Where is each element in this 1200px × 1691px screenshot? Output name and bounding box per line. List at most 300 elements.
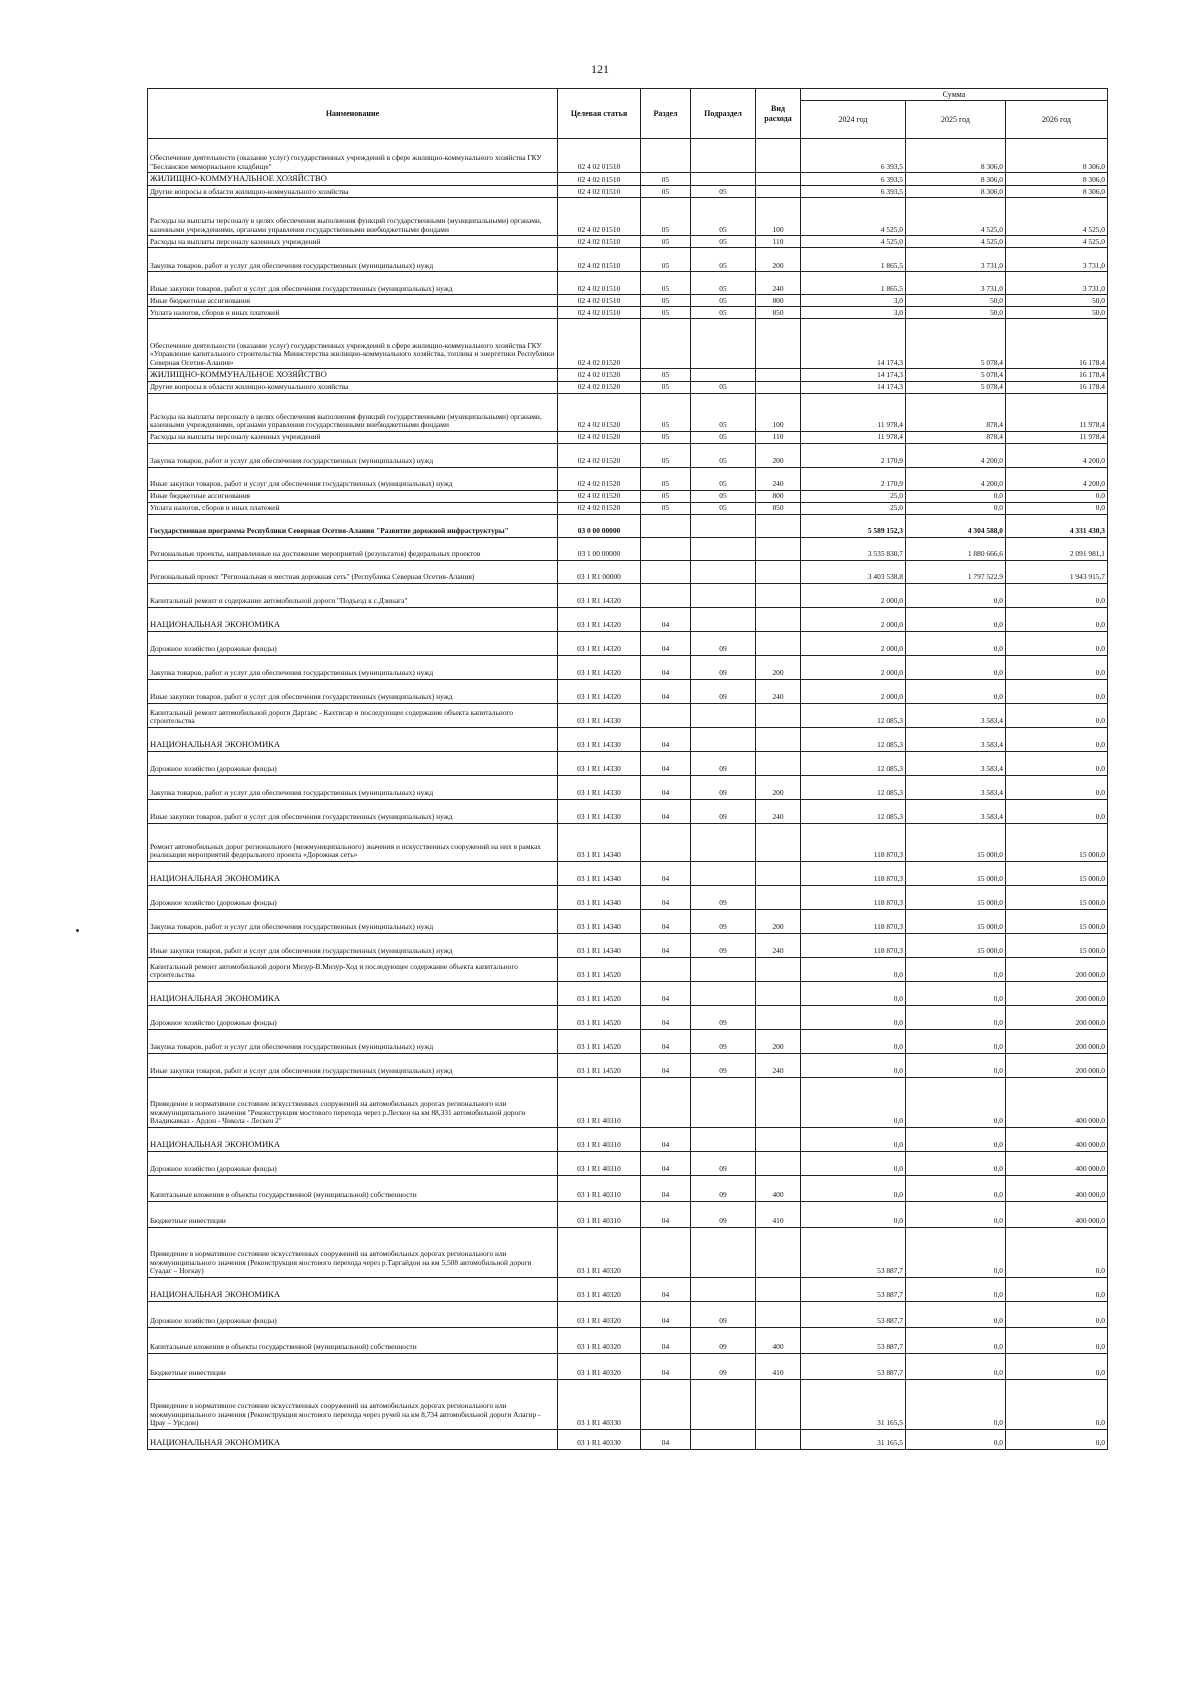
cell-2025: 0,0 [906, 1029, 1006, 1053]
cell-2025: 878,4 [906, 393, 1006, 431]
cell-code: 03 1 00 00000 [558, 537, 641, 560]
cell-subsection: 05 [691, 198, 756, 236]
cell-subsection: 09 [691, 1201, 756, 1227]
cell-expense-type: 200 [756, 909, 801, 933]
cell-2026: 0,0 [1006, 490, 1108, 502]
cell-section: 05 [641, 307, 691, 319]
cell-2026: 0,0 [1006, 583, 1108, 607]
cell-section: 04 [641, 1175, 691, 1201]
cell-name: Приведение в нормативное состояние искусственных сооружений на автомобильных дорогах регионального или межмуниципального значения (Реконструкция мостового перехода через р.Таргайдон на км 5,508 автомобильной дороги Суадаг – Ногкау) [148, 1227, 558, 1277]
table-row [148, 295, 1108, 307]
cell-2026: 3 731,0 [1006, 248, 1108, 272]
cell-2025: 0,0 [906, 1227, 1006, 1277]
cell-expense-type [756, 703, 801, 727]
cell-2024: 14 174,3 [801, 381, 906, 393]
cell-expense-type [756, 583, 801, 607]
cell-code: 02 4 02 01520 [558, 431, 641, 443]
cell-section [641, 139, 691, 173]
cell-expense-type [756, 981, 801, 1005]
cell-name: Дорожное хозяйство (дорожные фонды) [148, 885, 558, 909]
cell-code: 02 4 02 01510 [558, 139, 641, 173]
cell-expense-type [756, 1127, 801, 1151]
cell-name: Закупка товаров, работ и услуг для обеспечения государственных (муниципальных) нужд [148, 1029, 558, 1053]
cell-name: Иные бюджетные ассигнования [148, 490, 558, 502]
cell-section: 04 [641, 933, 691, 957]
cell-2026: 4 200,0 [1006, 467, 1108, 490]
cell-2025: 3 583,4 [906, 727, 1006, 751]
cell-subsection [691, 607, 756, 631]
cell-name: Приведение в нормативное состояние искусственных сооружений на автомобильных дорогах регионального или межмуниципального значения "Реконструкция мостового перехода через р.Лескен на км 88,331 автомобильной дороги Владикавказ - Ардон - Чикола - Лескен 2" [148, 1077, 558, 1127]
table-row [148, 272, 1108, 295]
table-row [148, 1029, 1108, 1053]
cell-code: 03 1 R1 40320 [558, 1353, 641, 1379]
cell-expense-type: 400 [756, 1327, 801, 1353]
cell-2026: 0,0 [1006, 751, 1108, 775]
cell-2026: 400 000,0 [1006, 1127, 1108, 1151]
cell-2024: 1 865,5 [801, 272, 906, 295]
cell-section: 04 [641, 1127, 691, 1151]
cell-2026: 16 178,4 [1006, 381, 1108, 393]
cell-subsection: 09 [691, 679, 756, 703]
cell-name: Закупка товаров, работ и услуг для обеспечения государственных (муниципальных) нужд [148, 909, 558, 933]
cell-section: 04 [641, 1005, 691, 1029]
cell-subsection [691, 319, 756, 369]
cell-2024: 0,0 [801, 981, 906, 1005]
cell-2026: 0,0 [1006, 607, 1108, 631]
cell-2024: 0,0 [801, 1201, 906, 1227]
cell-expense-type: 200 [756, 443, 801, 467]
cell-2025: 15 000,0 [906, 885, 1006, 909]
cell-code: 02 4 02 01510 [558, 186, 641, 198]
table-row [148, 393, 1108, 431]
cell-section [641, 1227, 691, 1277]
cell-section: 05 [641, 173, 691, 186]
cell-section: 04 [641, 1353, 691, 1379]
cell-expense-type [756, 369, 801, 382]
cell-expense-type [756, 1005, 801, 1029]
cell-2024: 2 000,0 [801, 679, 906, 703]
cell-code: 03 1 R1 14520 [558, 1053, 641, 1077]
cell-2024: 118 870,3 [801, 933, 906, 957]
cell-expense-type: 200 [756, 248, 801, 272]
cell-subsection: 09 [691, 909, 756, 933]
cell-code: 02 4 02 01510 [558, 272, 641, 295]
cell-expense-type: 100 [756, 393, 801, 431]
cell-expense-type [756, 823, 801, 861]
cell-2025: 0,0 [906, 1201, 1006, 1227]
cell-section [641, 823, 691, 861]
header-sum: Сумма [801, 89, 1108, 101]
cell-2026: 0,0 [1006, 1301, 1108, 1327]
cell-name: Иные закупки товаров, работ и услуг для обеспечения государственных (муниципальных) нужд [148, 933, 558, 957]
cell-2026: 0,0 [1006, 775, 1108, 799]
cell-expense-type: 200 [756, 775, 801, 799]
cell-expense-type: 240 [756, 679, 801, 703]
cell-2024: 118 870,3 [801, 909, 906, 933]
cell-expense-type: 240 [756, 1053, 801, 1077]
cell-name: ЖИЛИЩНО-КОММУНАЛЬНОЕ ХОЗЯЙСТВО [148, 173, 558, 186]
cell-code: 03 1 R1 40320 [558, 1327, 641, 1353]
cell-subsection: 09 [691, 775, 756, 799]
cell-2025: 4 200,0 [906, 467, 1006, 490]
cell-section [641, 1077, 691, 1127]
table-row [148, 679, 1108, 703]
cell-2025: 3 731,0 [906, 248, 1006, 272]
cell-2025: 0,0 [906, 583, 1006, 607]
cell-section [641, 957, 691, 981]
cell-code: 03 1 R1 14330 [558, 751, 641, 775]
cell-section: 05 [641, 248, 691, 272]
table-row [148, 727, 1108, 751]
cell-name: Региональные проекты, направленные на достижение мероприятий (результатов) федеральных проектов [148, 537, 558, 560]
cell-section: 04 [641, 655, 691, 679]
cell-2026: 0,0 [1006, 727, 1108, 751]
table-row [148, 655, 1108, 679]
cell-2024: 0,0 [801, 1151, 906, 1175]
table-row [148, 1127, 1108, 1151]
cell-2024: 11 978,4 [801, 431, 906, 443]
table-row [148, 514, 1108, 537]
table-row [148, 443, 1108, 467]
cell-subsection [691, 981, 756, 1005]
cell-subsection: 05 [691, 381, 756, 393]
cell-subsection: 05 [691, 393, 756, 431]
cell-code: 03 1 R1 14330 [558, 775, 641, 799]
table-row [148, 823, 1108, 861]
cell-2024: 14 174,3 [801, 369, 906, 382]
cell-expense-type: 240 [756, 467, 801, 490]
table-row [148, 957, 1108, 981]
cell-name: Закупка товаров, работ и услуг для обеспечения государственных (муниципальных) нужд [148, 655, 558, 679]
cell-subsection: 05 [691, 272, 756, 295]
cell-name: Расходы на выплаты персоналу в целях обеспечения выполнения функций государственными (муниципальными) органами, казенными учреждениями, органами управления государственными внебюджетными фондами [148, 198, 558, 236]
cell-2025: 3 583,4 [906, 799, 1006, 823]
cell-code: 03 1 R1 14340 [558, 823, 641, 861]
cell-2025: 0,0 [906, 981, 1006, 1005]
cell-2025: 3 583,4 [906, 703, 1006, 727]
cell-name: Уплата налогов, сборов и иных платежей [148, 307, 558, 319]
cell-name: НАЦИОНАЛЬНАЯ ЭКОНОМИКА [148, 1277, 558, 1301]
cell-code: 03 1 R1 14320 [558, 655, 641, 679]
cell-2026: 200 000,0 [1006, 981, 1108, 1005]
cell-2024: 3 535 830,7 [801, 537, 906, 560]
cell-2025: 5 078,4 [906, 381, 1006, 393]
cell-2024: 0,0 [801, 1077, 906, 1127]
cell-code: 03 1 R1 14330 [558, 799, 641, 823]
cell-2025: 1 880 666,6 [906, 537, 1006, 560]
cell-code: 02 4 02 01510 [558, 295, 641, 307]
cell-2025: 15 000,0 [906, 933, 1006, 957]
cell-2024: 2 000,0 [801, 607, 906, 631]
cell-code: 03 1 R1 14520 [558, 1029, 641, 1053]
cell-subsection: 09 [691, 1151, 756, 1175]
cell-2025: 0,0 [906, 1005, 1006, 1029]
cell-subsection: 05 [691, 295, 756, 307]
table-row [148, 490, 1108, 502]
cell-code: 02 4 02 01510 [558, 307, 641, 319]
cell-name: Закупка товаров, работ и услуг для обеспечения государственных (муниципальных) нужд [148, 248, 558, 272]
cell-subsection: 09 [691, 799, 756, 823]
cell-name: Бюджетные инвестиции [148, 1201, 558, 1227]
cell-2026: 4 525,0 [1006, 236, 1108, 248]
cell-2024: 2 170,9 [801, 443, 906, 467]
table-row [148, 173, 1108, 186]
cell-expense-type [756, 1429, 801, 1449]
cell-section [641, 703, 691, 727]
cell-expense-type [756, 1077, 801, 1127]
cell-2024: 53 887,7 [801, 1277, 906, 1301]
cell-expense-type: 200 [756, 1029, 801, 1053]
cell-section [641, 319, 691, 369]
cell-code: 03 1 R1 14320 [558, 607, 641, 631]
cell-section [641, 560, 691, 583]
cell-2026: 0,0 [1006, 1353, 1108, 1379]
cell-2025: 4 525,0 [906, 198, 1006, 236]
cell-subsection: 09 [691, 751, 756, 775]
cell-section: 04 [641, 1277, 691, 1301]
table-row [148, 248, 1108, 272]
cell-section: 05 [641, 393, 691, 431]
cell-2024: 14 174,3 [801, 319, 906, 369]
cell-expense-type [756, 727, 801, 751]
cell-expense-type: 800 [756, 295, 801, 307]
table-row [148, 1277, 1108, 1301]
cell-subsection [691, 703, 756, 727]
cell-code: 02 4 02 01520 [558, 381, 641, 393]
cell-section: 04 [641, 1151, 691, 1175]
cell-expense-type: 410 [756, 1353, 801, 1379]
cell-2026: 4 525,0 [1006, 198, 1108, 236]
cell-2025: 0,0 [906, 1151, 1006, 1175]
cell-2024: 118 870,3 [801, 885, 906, 909]
cell-2026: 0,0 [1006, 631, 1108, 655]
cell-2026: 50,0 [1006, 295, 1108, 307]
table-row [148, 1005, 1108, 1029]
cell-2024: 2 170,9 [801, 467, 906, 490]
cell-subsection: 05 [691, 248, 756, 272]
cell-2024: 12 085,3 [801, 751, 906, 775]
cell-2024: 6 393,5 [801, 173, 906, 186]
table-row [148, 703, 1108, 727]
cell-name: Иные закупки товаров, работ и услуг для обеспечения государственных (муниципальных) нужд [148, 799, 558, 823]
cell-2024: 53 887,7 [801, 1353, 906, 1379]
cell-subsection [691, 1227, 756, 1277]
cell-2025: 0,0 [906, 1077, 1006, 1127]
header-subsection: Подраздел [691, 89, 756, 139]
cell-name: Обеспечение деятельности (оказание услуг) государственных учреждений в сфере жилищно-коммунального хозяйства ГКУ «Управление капитального строительства Министерства жилищно-коммунального хозяйства, топлива и энергетики Республики Северная Осетия-Алания» [148, 319, 558, 369]
header-2026: 2026 год [1006, 101, 1108, 139]
cell-name: Закупка товаров, работ и услуг для обеспечения государственных (муниципальных) нужд [148, 775, 558, 799]
cell-2024: 3 403 538,8 [801, 560, 906, 583]
cell-2025: 0,0 [906, 1429, 1006, 1449]
table-row [148, 1379, 1108, 1429]
cell-2024: 12 085,3 [801, 775, 906, 799]
cell-2025: 0,0 [906, 490, 1006, 502]
table-row [148, 431, 1108, 443]
cell-name: Дорожное хозяйство (дорожные фонды) [148, 1301, 558, 1327]
cell-expense-type [756, 537, 801, 560]
cell-2025: 15 000,0 [906, 823, 1006, 861]
cell-expense-type [756, 1277, 801, 1301]
cell-2024: 12 085,3 [801, 799, 906, 823]
cell-2026: 400 000,0 [1006, 1175, 1108, 1201]
cell-subsection: 05 [691, 186, 756, 198]
cell-2026: 8 306,0 [1006, 139, 1108, 173]
cell-expense-type [756, 957, 801, 981]
cell-subsection [691, 514, 756, 537]
cell-2026: 8 306,0 [1006, 186, 1108, 198]
cell-2025: 878,4 [906, 431, 1006, 443]
cell-code: 03 1 R1 14320 [558, 631, 641, 655]
table-header [148, 89, 1108, 139]
cell-code: 02 4 02 01510 [558, 248, 641, 272]
cell-subsection: 05 [691, 443, 756, 467]
cell-2024: 2 000,0 [801, 631, 906, 655]
cell-2024: 31 165,5 [801, 1429, 906, 1449]
cell-expense-type [756, 885, 801, 909]
cell-2025: 0,0 [906, 679, 1006, 703]
header-name: Наименование [148, 89, 558, 139]
cell-subsection: 05 [691, 502, 756, 514]
cell-section: 04 [641, 1053, 691, 1077]
cell-2026: 0,0 [1006, 1379, 1108, 1429]
cell-2026: 2 091 981,1 [1006, 537, 1108, 560]
cell-2026: 15 000,0 [1006, 909, 1108, 933]
cell-2024: 53 887,7 [801, 1227, 906, 1277]
cell-name: НАЦИОНАЛЬНАЯ ЭКОНОМИКА [148, 607, 558, 631]
cell-section: 04 [641, 1327, 691, 1353]
cell-2026: 3 731,0 [1006, 272, 1108, 295]
cell-2026: 0,0 [1006, 1429, 1108, 1449]
cell-name: Дорожное хозяйство (дорожные фонды) [148, 751, 558, 775]
cell-name: НАЦИОНАЛЬНАЯ ЭКОНОМИКА [148, 727, 558, 751]
cell-section: 05 [641, 272, 691, 295]
cell-code: 03 1 R1 14320 [558, 583, 641, 607]
cell-code: 03 1 R1 14330 [558, 703, 641, 727]
cell-2026: 4 331 430,3 [1006, 514, 1108, 537]
cell-name: Иные бюджетные ассигнования [148, 295, 558, 307]
cell-2024: 6 393,5 [801, 139, 906, 173]
cell-section: 04 [641, 1029, 691, 1053]
cell-code: 03 1 R1 40310 [558, 1201, 641, 1227]
cell-2025: 5 078,4 [906, 369, 1006, 382]
cell-subsection [691, 1077, 756, 1127]
cell-section: 04 [641, 775, 691, 799]
cell-expense-type: 400 [756, 1175, 801, 1201]
cell-subsection [691, 173, 756, 186]
header-code: Целевая статья [558, 89, 641, 139]
cell-expense-type: 110 [756, 236, 801, 248]
cell-expense-type [756, 514, 801, 537]
cell-2026: 15 000,0 [1006, 885, 1108, 909]
cell-subsection [691, 537, 756, 560]
cell-2024: 5 589 152,3 [801, 514, 906, 537]
cell-section: 04 [641, 607, 691, 631]
cell-subsection [691, 957, 756, 981]
cell-2024: 4 525,0 [801, 236, 906, 248]
cell-2025: 0,0 [906, 1277, 1006, 1301]
cell-name: НАЦИОНАЛЬНАЯ ЭКОНОМИКА [148, 861, 558, 885]
table-row [148, 1175, 1108, 1201]
cell-expense-type [756, 319, 801, 369]
table-row [148, 502, 1108, 514]
cell-2025: 50,0 [906, 307, 1006, 319]
cell-2026: 0,0 [1006, 1227, 1108, 1277]
cell-2026: 15 000,0 [1006, 823, 1108, 861]
header-2025: 2025 год [906, 101, 1006, 139]
cell-2026: 16 178,4 [1006, 319, 1108, 369]
header-section: Раздел [641, 89, 691, 139]
cell-name: Капитальные вложения в объекты государственной (муниципальной) собственности [148, 1175, 558, 1201]
cell-2026: 400 000,0 [1006, 1077, 1108, 1127]
cell-2025: 8 306,0 [906, 186, 1006, 198]
cell-2025: 8 306,0 [906, 139, 1006, 173]
cell-subsection [691, 1429, 756, 1449]
cell-2024: 1 865,5 [801, 248, 906, 272]
cell-expense-type: 410 [756, 1201, 801, 1227]
cell-2025: 4 304 588,0 [906, 514, 1006, 537]
cell-code: 03 1 R1 40310 [558, 1175, 641, 1201]
cell-2026: 15 000,0 [1006, 933, 1108, 957]
cell-2025: 3 583,4 [906, 775, 1006, 799]
table-row [148, 885, 1108, 909]
cell-expense-type: 240 [756, 799, 801, 823]
cell-2025: 0,0 [906, 1379, 1006, 1429]
cell-expense-type [756, 381, 801, 393]
cell-section: 04 [641, 885, 691, 909]
table-row [148, 139, 1108, 173]
cell-2026: 400 000,0 [1006, 1201, 1108, 1227]
cell-name: НАЦИОНАЛЬНАЯ ЭКОНОМИКА [148, 1429, 558, 1449]
cell-2026: 200 000,0 [1006, 957, 1108, 981]
cell-name: Бюджетные инвестиции [148, 1353, 558, 1379]
cell-code: 03 1 R1 40320 [558, 1277, 641, 1301]
cell-2025: 50,0 [906, 295, 1006, 307]
cell-subsection [691, 1277, 756, 1301]
cell-2026: 200 000,0 [1006, 1005, 1108, 1029]
cell-section: 05 [641, 502, 691, 514]
cell-2024: 0,0 [801, 1053, 906, 1077]
cell-section [641, 1379, 691, 1429]
cell-code: 03 1 R1 14520 [558, 1005, 641, 1029]
table-row [148, 1353, 1108, 1379]
cell-2026: 50,0 [1006, 307, 1108, 319]
cell-expense-type [756, 173, 801, 186]
cell-section: 04 [641, 799, 691, 823]
cell-name: Иные закупки товаров, работ и услуг для обеспечения государственных (муниципальных) нужд [148, 467, 558, 490]
cell-section: 05 [641, 490, 691, 502]
cell-2025: 15 000,0 [906, 861, 1006, 885]
table-row [148, 631, 1108, 655]
cell-section: 05 [641, 381, 691, 393]
cell-2026: 0,0 [1006, 1277, 1108, 1301]
table-row [148, 775, 1108, 799]
cell-2026: 4 200,0 [1006, 443, 1108, 467]
cell-code: 03 1 R1 14330 [558, 727, 641, 751]
cell-section: 05 [641, 369, 691, 382]
cell-code: 03 1 R1 40330 [558, 1429, 641, 1449]
cell-section: 04 [641, 727, 691, 751]
table-body [148, 139, 1108, 1450]
cell-subsection: 09 [691, 1301, 756, 1327]
cell-code: 03 1 R1 00000 [558, 560, 641, 583]
cell-code: 02 4 02 01520 [558, 490, 641, 502]
cell-expense-type [756, 1379, 801, 1429]
table-row [148, 319, 1108, 369]
cell-section: 04 [641, 909, 691, 933]
cell-section: 05 [641, 236, 691, 248]
cell-code: 03 1 R1 14340 [558, 861, 641, 885]
